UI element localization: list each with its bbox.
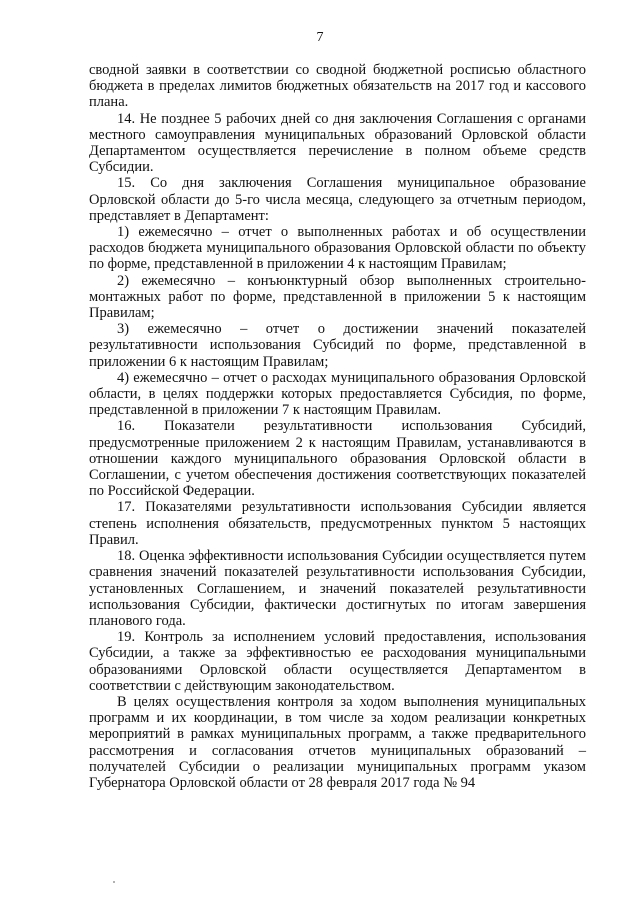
- paragraph: 19. Контроль за исполнением условий предоставления, использования Субсидии, а также за эффективностью ее расходования муниципальными образованиями Орловской области осуществляется Департаментом в соответствии с действующим законодательством.: [89, 629, 586, 694]
- paragraph: В целях осуществления контроля за ходом выполнения муниципальных программ и их координации, в том числе за ходом реализации конкретных мероприятий в рамках муниципальных программ, а также предварительного рассмотрения и согласования отчетов муниципальных образований – получателей Субсидии о реализации муниципальных программ указом Губернатора Орловской области от 28 февраля 2017 года № 94: [89, 693, 586, 791]
- page-number: 7: [316, 30, 324, 45]
- document-body: [89, 62, 586, 791]
- paragraph: 17. Показателями результативности использования Субсидии является степень исполнения обязательств, предусмотренных пунктом 5 настоящих Правил.: [89, 499, 586, 548]
- scan-speck: [113, 881, 115, 883]
- paragraph: 18. Оценка эффективности использования Субсидии осуществляется путем сравнения значений показателей результативности использования Субсидии, установленных Соглашением, и значений показателей результативности использования Субсидии, фактически достигнутых по итогам завершения планового года.: [89, 548, 586, 629]
- paragraph: 15. Со дня заключения Соглашения муниципальное образование Орловской области до 5-го числа месяца, следующего за отчетным периодом, представляет в Департамент:: [89, 175, 586, 224]
- paragraph: 3) ежемесячно – отчет о достижении значений показателей результативности использования Субсидий по форме, представленной в приложении 6 к настоящим Правилам;: [89, 321, 586, 370]
- paragraph: 14. Не позднее 5 рабочих дней со дня заключения Соглашения с органами местного самоуправления муниципальных образований Орловской области Департаментом осуществляется перечисление в полном объеме средств Субсидии.: [89, 110, 586, 176]
- paragraph: 1) ежемесячно – отчет о выполненных работах и об осуществлении расходов бюджета муниципального образования Орловской области по объекту по форме, представленной в приложении 4 к настоящим Правилам;: [89, 224, 586, 273]
- paragraph: 4) ежемесячно – отчет о расходах муниципального образования Орловской области, в целях поддержки которых предоставляется Субсидия, по форме, представленной в приложении 7 к настоящим Правилам.: [89, 369, 586, 419]
- paragraph: сводной заявки в соответствии со сводной бюджетной росписью областного бюджета в пределах лимитов бюджетных обязательств на 2017 год и кассового плана.: [89, 62, 586, 111]
- paragraph: 16. Показатели результативности использования Субсидий, предусмотренные приложением 2 к настоящим Правилам, устанавливаются в отношении каждого муниципального образования Орловской области в Соглашении, с учетом обеспечения достижения соответствующих показателей по Российской Федерации.: [89, 418, 586, 500]
- paragraph: 2) ежемесячно – конъюнктурный обзор выполненных строительно-монтажных работ по форме, представленной в приложении 5 к настоящим Правилам;: [89, 272, 586, 322]
